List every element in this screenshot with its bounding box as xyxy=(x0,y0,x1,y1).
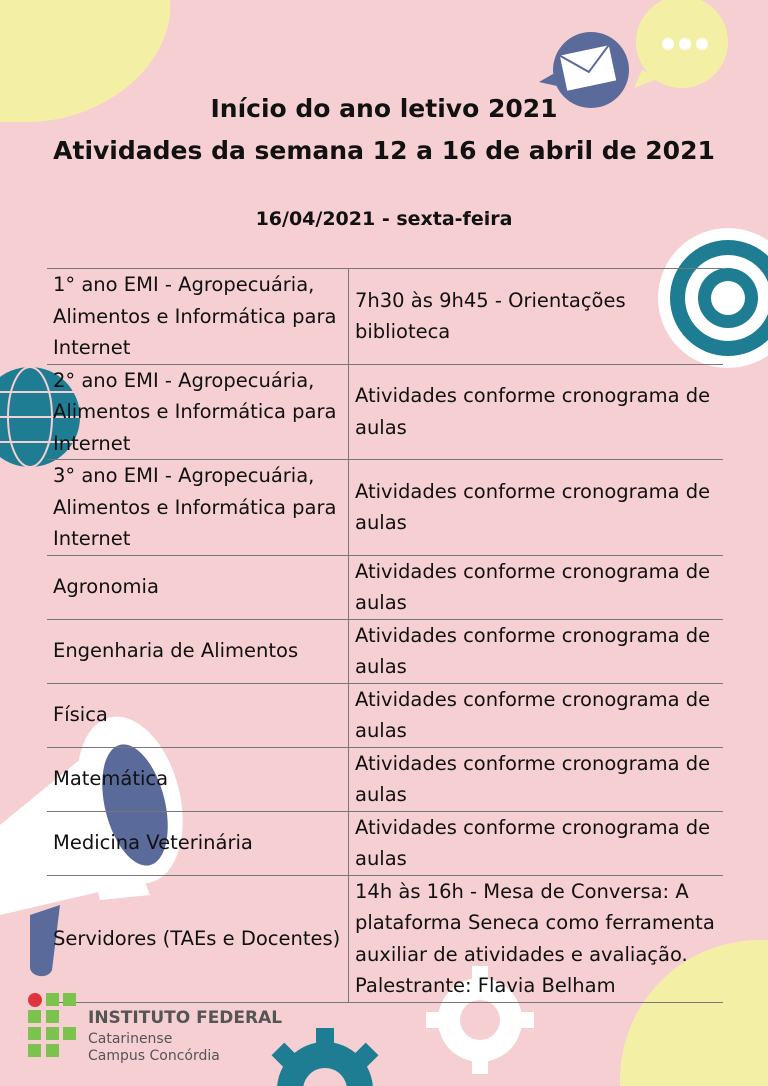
logo-square xyxy=(46,1044,59,1057)
logo-campus: Campus Concórdia xyxy=(88,1048,220,1064)
activity-cell: Atividades conforme cronograma de aulas xyxy=(349,619,724,683)
logo-red-dot xyxy=(28,993,42,1007)
logo-square xyxy=(28,1027,41,1040)
course-cell: 1° ano EMI - Agropecuária, Alimentos e Informática para Internet xyxy=(47,269,349,365)
activity-cell: Atividades conforme cronograma de aulas xyxy=(349,683,724,747)
logo-square xyxy=(46,1010,59,1023)
table-row xyxy=(47,460,723,556)
course-cell: Matemática xyxy=(47,747,349,811)
logo-square xyxy=(63,993,76,1006)
table-row xyxy=(47,619,723,683)
course-cell: Agronomia xyxy=(47,555,349,619)
schedule-table xyxy=(47,268,723,1003)
activity-cell: 14h às 16h - Mesa de Conversa: A plataforma Seneca como ferramenta auxiliar de atividades e avaliação. Palestrante: Flavia Belham xyxy=(349,875,724,1002)
logo-square xyxy=(28,1044,41,1057)
course-cell: 3° ano EMI - Agropecuária, Alimentos e Informática para Internet xyxy=(47,460,349,556)
table-row xyxy=(47,269,723,365)
logo-square xyxy=(63,1027,76,1040)
logo-square xyxy=(46,993,59,1006)
activity-cell: Atividades conforme cronograma de aulas xyxy=(349,747,724,811)
logo-square xyxy=(46,1027,59,1040)
table-row xyxy=(47,683,723,747)
course-cell: Física xyxy=(47,683,349,747)
activity-cell: 7h30 às 9h45 - Orientações biblioteca xyxy=(349,269,724,365)
course-cell: Medicina Veterinária xyxy=(47,811,349,875)
course-cell: 2° ano EMI - Agropecuária, Alimentos e Informática para Internet xyxy=(47,364,349,460)
course-cell: Servidores (TAEs e Docentes) xyxy=(47,875,349,1002)
table-row xyxy=(47,747,723,811)
gear-icon xyxy=(270,1028,380,1086)
page-title-line1: Início do ano letivo 2021 xyxy=(210,94,558,123)
course-cell: Engenharia de Alimentos xyxy=(47,619,349,683)
activity-cell: Atividades conforme cronograma de aulas xyxy=(349,364,724,460)
page-title-line2: Atividades da semana 12 a 16 de abril de 2021 xyxy=(53,136,715,165)
table-row xyxy=(47,364,723,460)
activity-cell: Atividades conforme cronograma de aulas xyxy=(349,555,724,619)
table-row xyxy=(47,555,723,619)
activity-cell: Atividades conforme cronograma de aulas xyxy=(349,811,724,875)
date-heading: 16/04/2021 - sexta-feira xyxy=(255,208,513,230)
logo-subtitle: Catarinense xyxy=(88,1031,173,1047)
table-row xyxy=(47,811,723,875)
logo-square xyxy=(28,1010,41,1023)
activity-cell: Atividades conforme cronograma de aulas xyxy=(349,460,724,556)
table-row xyxy=(47,875,723,1002)
chat-bubble-icon xyxy=(632,0,732,90)
logo-title: INSTITUTO FEDERAL xyxy=(88,1008,283,1028)
